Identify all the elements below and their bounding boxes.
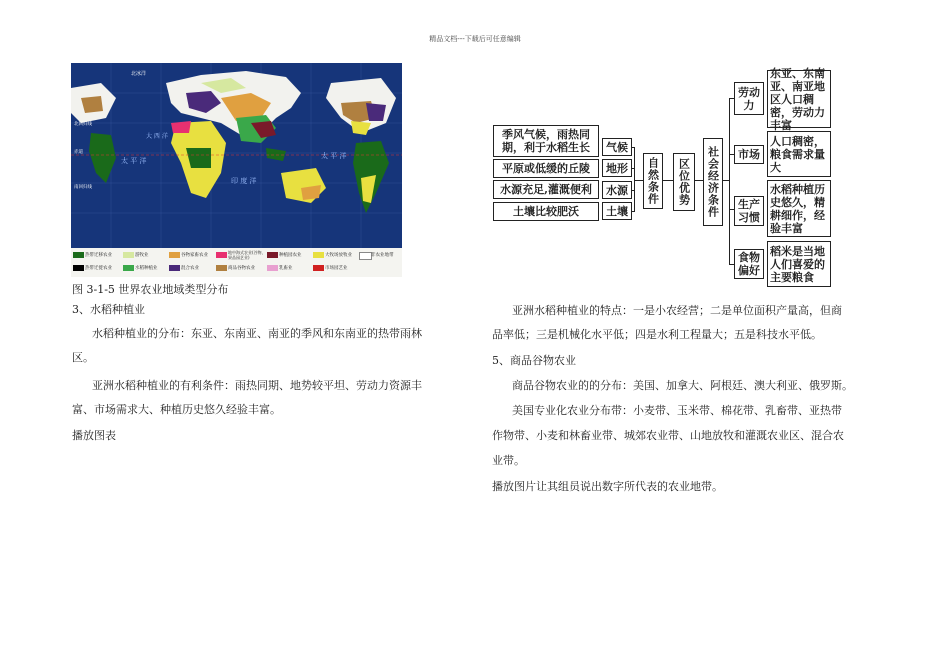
legend-item: 热带迁徙农业: [85, 266, 112, 271]
legend-item: 种植园农业: [279, 253, 302, 258]
arctic-label: 北冰洋: [131, 71, 147, 77]
paragraph: 富、市场需求大、种植历史悠久经验丰富。: [72, 403, 281, 416]
map-graphic: [71, 63, 402, 248]
legend-swatch: [216, 252, 227, 258]
natural-factor-box: 土壤: [602, 202, 632, 220]
paragraph: 水稻种植业的分布：东亚、东南亚、南亚的季风和东南亚的热带雨林: [92, 327, 422, 340]
social-desc-box: 水稻种植历史悠久，精耕细作，经验丰富: [767, 180, 831, 237]
paragraph: 商品谷物农业的的分布：美国、加拿大、阿根廷、澳大利亚、俄罗斯。: [512, 379, 853, 392]
pacific-w-label: 太 平 洋: [121, 157, 147, 165]
center-box: 区位优势: [673, 153, 695, 211]
social-desc-box: 东亚、东南亚、南亚地区人口稠密，劳动力丰富: [767, 70, 831, 128]
legend-item: 大牧场放牧业: [325, 253, 352, 258]
legend-swatch: [169, 252, 180, 258]
natural-factor-box: 水源: [602, 181, 632, 199]
natural-desc-box: 水源充足,灌溉便利: [493, 180, 599, 199]
natural-desc-box: 平原或低缓的丘陵: [493, 159, 599, 178]
indian-label: 印 度 洋: [231, 177, 257, 185]
social-desc-box: 稻米是当地人们喜爱的主要粮食: [767, 241, 831, 287]
natural-factor-box: 地形: [602, 159, 632, 177]
section-heading-grain: 5、商品谷物农业: [492, 354, 576, 367]
social-factor-box: 生产习惯: [734, 196, 764, 226]
paragraph: 区。: [72, 351, 94, 364]
paragraph: 播放图表: [72, 429, 116, 442]
legend-swatch: [169, 265, 180, 271]
legend-swatch: [216, 265, 227, 271]
legend-item: 水稻种植业: [135, 266, 158, 271]
paragraph: 亚洲水稻种植业的特点：一是小农经营；二是单位面积产量高，但商: [512, 304, 842, 317]
equator-label: 赤道: [74, 150, 83, 155]
legend-item: 地中海式农业(谷物、果品园艺业): [228, 250, 266, 260]
paragraph: 品率低；三是机械化水平低；四是水利工程量大；五是科技水平低。: [492, 328, 822, 341]
legend-swatch: [313, 252, 324, 258]
social-desc-box: 人口稠密，粮食需求量大: [767, 131, 831, 177]
natural-factor-box: 气候: [602, 138, 632, 156]
tropic-n-label: 北回归线: [74, 122, 92, 127]
tropic-s-label: 南回归线: [74, 185, 92, 190]
paragraph: 播放图片让其组员说出数字所代表的农业地带。: [492, 480, 723, 493]
world-agriculture-map: [71, 63, 402, 277]
legend-swatch: [267, 252, 278, 258]
page-header: 精品文档---下载后可任意编辑: [429, 35, 521, 43]
natural-desc-box: 土壤比较肥沃: [493, 202, 599, 221]
legend-item: 乳畜业: [279, 266, 293, 271]
legend-swatch: [123, 265, 134, 271]
social-factor-box: 劳动力: [734, 82, 764, 115]
legend-swatch: [267, 265, 278, 271]
atlantic-label: 大 西 洋: [146, 133, 168, 140]
legend-item: 混合农业: [181, 266, 199, 271]
section-heading-rice: 3、水稻种植业: [72, 303, 145, 316]
figure-caption: 图 3-1-5 世界农业地域类型分布: [72, 283, 229, 296]
natural-group-box: 自然条件: [643, 153, 663, 209]
social-group-box: 社会经济条件: [703, 138, 723, 226]
legend-item: 游牧业: [135, 253, 149, 258]
paragraph: 作物带、小麦和林畜业带、城郊农业带、山地放牧和灌溉农业区、混合农: [492, 429, 844, 442]
legend-swatch: [313, 265, 324, 271]
legend-item: 谷物家畜农业: [181, 253, 208, 258]
map-legend: [71, 248, 402, 277]
legend-item: 非农业地带: [371, 253, 394, 258]
pacific-e-label: 太 平 洋: [321, 152, 347, 160]
legend-swatch: [123, 252, 134, 258]
legend-swatch: [73, 252, 84, 258]
paragraph: 业带。: [492, 454, 525, 467]
legend-item: 商品谷物农业: [228, 266, 255, 271]
natural-desc-box: 季风气候，雨热同期，利于水稻生长: [493, 125, 599, 157]
paragraph: 亚洲水稻种植业的有利条件：雨热同期、地势较平坦、劳动力资源丰: [92, 379, 422, 392]
legend-swatch: [73, 265, 84, 271]
paragraph: 美国专业化农业分布带：小麦带、玉米带、棉花带、乳畜带、亚热带: [512, 404, 842, 417]
social-factor-box: 市场: [734, 145, 764, 164]
social-factor-box: 食物偏好: [734, 249, 764, 279]
legend-item: 市场园艺业: [325, 266, 348, 271]
legend-item: 热带迁移农业: [85, 253, 112, 258]
